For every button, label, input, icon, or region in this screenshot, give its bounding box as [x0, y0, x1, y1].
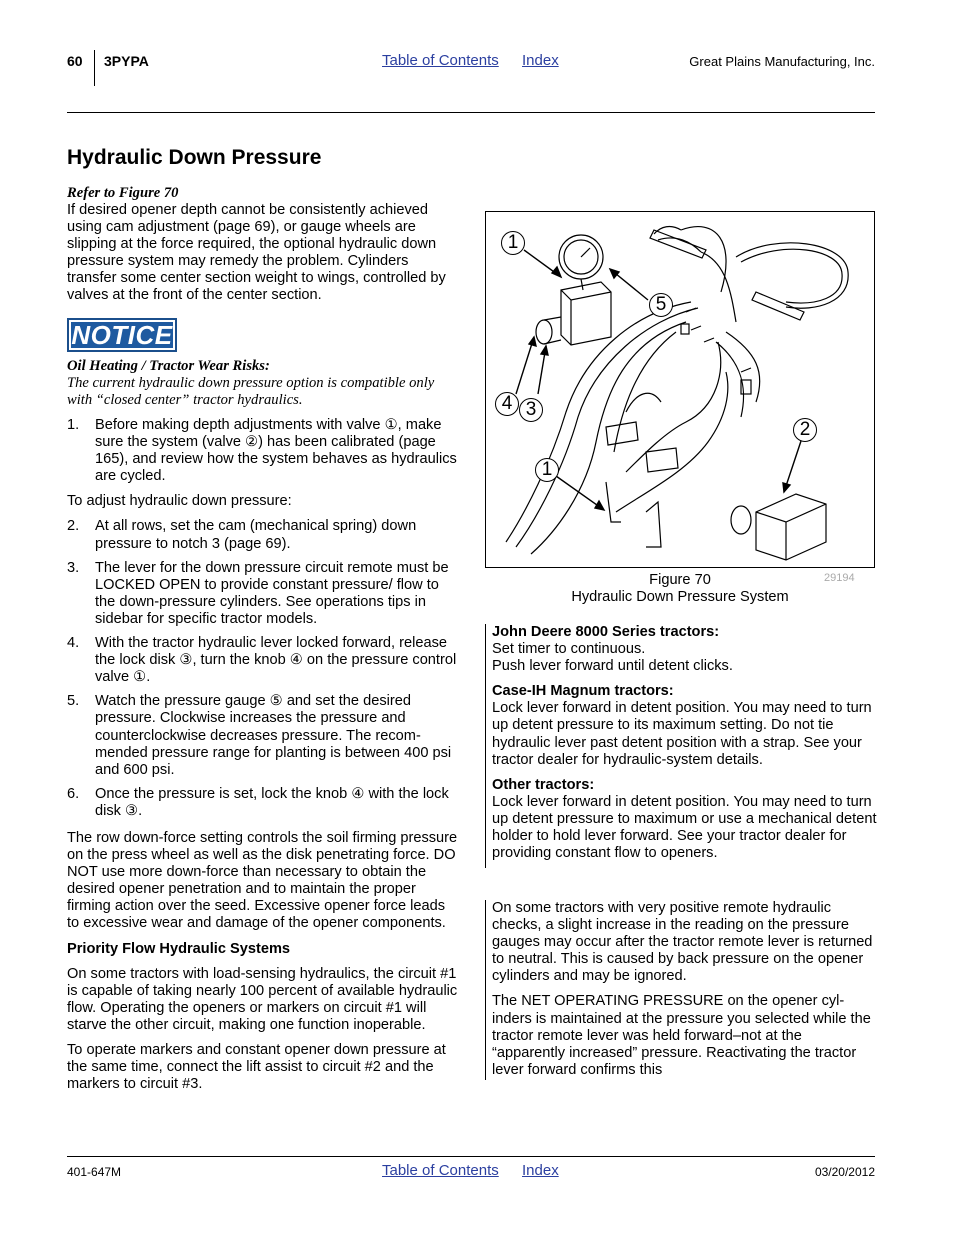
list-item: 6. Once the pressure is set, lock the knob ④ with the lock disk ③. [67, 785, 449, 819]
case-text: Lock lever forward in detent position. You may need to turn up detent pressure to its maximum setting. Do not tie hydraulic lever past detent position with a strap. See your tractor dealer for hydraulic-system details. [492, 700, 872, 768]
refer-figure: Refer to Figure 70 [67, 185, 179, 201]
list-item: 5. Watch the pressure gauge ⑤ and set the desired pressure. Clockwise increases the pressure and counterclockwise decreases pressure. The recommended pressure range for planting is between 400 psi and 600 psi. [67, 693, 452, 778]
step-list-1 [67, 417, 459, 485]
priority-paragraph-1: On some tractors with load-sensing hydraulics, the circuit #1 is capable of taking nearly 100 percent of available hydraulic flow. Operating the openers or markers on circuit #1 will starve the other circuit, making one function inoperable. [67, 965, 458, 1033]
pressure-note-2: The NET OPERATING PRESSURE on the opener cylinders is maintained at the pressure you selected while the tractor remote lever was held forward–not at the “apparently increased” pressure. Reactivating the tractor lever forward confirms this [492, 993, 871, 1078]
other-text: Lock lever forward in detent position. You may need to turn up detent pressure to maximum or use a mechanical detent holder to hold lever forward. See your tractor dealer for providing constant flow to openers. [492, 793, 877, 862]
index-link-header[interactable]: Index [522, 52, 559, 69]
callout-3: 3 [519, 398, 543, 422]
figure-70-box [485, 211, 875, 568]
figure-caption [485, 572, 875, 606]
footer-date: 03/20/2012 [814, 1165, 875, 1179]
priority-paragraph-2: To operate markers and constant opener down pressure at the same time, connect the lift assist to circuit #2 and the markers to circuit #3. [67, 1042, 446, 1093]
callout-5: 5 [649, 293, 673, 317]
notice-badge [67, 318, 177, 352]
intro-paragraph: If desired opener depth cannot be consistently achieved using cam adjustment (page 69), or gauge wheels are slipping at the force required, the optional hydraulic down pressure system may remedy the problem. Cylinders transfer some center section weight to wings, controlled by valves at the front of the center section. [67, 202, 446, 304]
step-list-2 [67, 518, 459, 820]
list-item: 4. With the tractor hydraulic lever locked forward, release the lock disk ③, turn the knob ④ on the pressure control valve ①. [67, 635, 457, 686]
sidebar-pressure-note [485, 900, 877, 1080]
toc-link-footer[interactable]: Table of Contents [382, 1162, 499, 1179]
sidebar-tractor-tips [485, 624, 877, 868]
jd-line-1: Set timer to continuous. [492, 641, 646, 658]
figure-caption-number: Figure 70 [649, 572, 711, 588]
jd-heading: John Deere 8000 Series tractors: [492, 624, 720, 640]
toc-link-header[interactable]: Table of Contents [382, 52, 499, 69]
adjust-intro: To adjust hydraulic down pressure: [67, 493, 292, 510]
page-number: 60 [67, 53, 83, 69]
other-heading: Other tractors: [492, 776, 595, 793]
list-item: 1. Before making depth adjustments with valve ①, make sure the system (valve ②) has been calibrated (page 165), and review how the system behaves as hydraulics are cycled. [67, 417, 457, 485]
index-link-footer[interactable]: Index [522, 1162, 559, 1179]
page-title: Hydraulic Down Pressure [67, 146, 322, 169]
footer-rule [67, 1156, 875, 1157]
left-column [67, 185, 459, 313]
list-item: 2. At all rows, set the cam (mechanical spring) down pressure to notch 3 (page 69). [67, 518, 417, 552]
priority-heading: Priority Flow Hydraulic Systems [67, 940, 291, 957]
figure-caption-title: Hydraulic Down Pressure System [571, 589, 789, 605]
doc-number: 401-647M [67, 1165, 122, 1179]
company-name: Great Plains Manufacturing, Inc. [689, 54, 875, 69]
notice-text: The current hydraulic down pressure option is compatible only with “closed center” tractor hydraulics. [67, 375, 435, 408]
pressure-note-1: On some tractors with very positive remote hydraulic checks, a slight increase in the reading on the pressure gauges may occur after the tractor remote lever is returned to neutral. This is caused by back pressure on the opener cylinders and may be ignored. [492, 900, 873, 985]
callout-2: 2 [793, 418, 817, 442]
model-label: 3PYPA [104, 53, 149, 69]
hydraulic-diagram [486, 212, 874, 567]
callout-4: 4 [495, 392, 519, 416]
rowforce-paragraph: The row down-force setting controls the soil firming pressure on the press wheel as well as the disk penetrating force. DO NOT use more down-force than necessary to obtain the desired opener penetration and to maintain the proper firming action over the seed. Excessive opener force leads to excessive wear and damage of the opener components. [67, 829, 458, 932]
left-column-lower [67, 358, 459, 1101]
header-rule [67, 112, 875, 113]
header-divider [94, 50, 95, 86]
figure-ref-number: 29194 [824, 572, 855, 584]
callout-1-top: 1 [501, 231, 525, 255]
notice-heading: Oil Heating / Tractor Wear Risks: [67, 358, 270, 374]
jd-line-2: Push lever forward until detent clicks. [492, 658, 733, 675]
callout-1-bottom: 1 [535, 458, 559, 482]
notice-label: NOTICE [71, 320, 173, 350]
case-heading: Case-IH Magnum tractors: [492, 683, 674, 700]
list-item: 3. The lever for the down pressure circuit remote must be LOCKED OPEN to provide constant pressure/ flow to the down-pressure cylinders. See operations tips in sidebar for specific tractor models. [67, 559, 449, 627]
